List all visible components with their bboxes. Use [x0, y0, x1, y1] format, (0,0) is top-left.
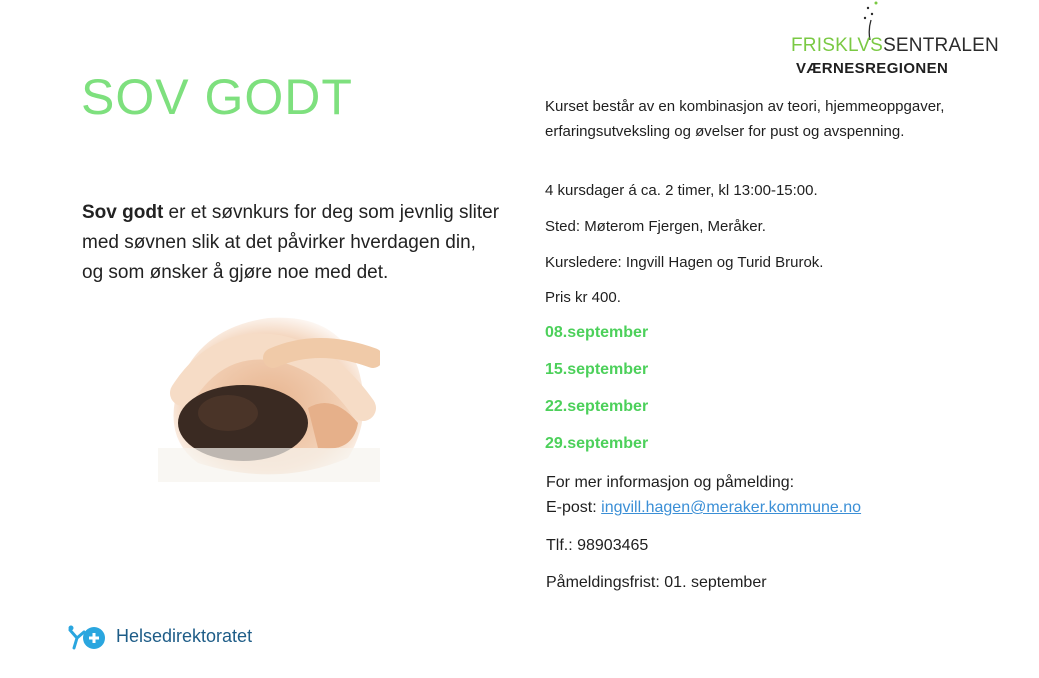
course-date: 29.september — [545, 435, 649, 452]
registration-deadline: Påmeldingsfrist: 01. september — [546, 574, 767, 591]
intro-paragraph — [82, 198, 502, 288]
footer-org-name: Helsedirektoratet — [116, 626, 253, 646]
logo-part-friskl: FRISKL — [791, 35, 858, 56]
logo-part-vs: VS — [857, 35, 884, 56]
intro-bold: Sov godt — [82, 202, 164, 223]
course-location: Sted: Møterom Fjergen, Meråker. — [545, 218, 766, 235]
course-schedule: 4 kursdager á ca. 2 timer, kl 13:00-15:00. — [545, 182, 818, 199]
helsedirektoratet-logo-icon — [68, 624, 108, 652]
logo-region: VÆRNESREGIONEN — [796, 60, 949, 77]
logo-wordmark — [791, 35, 999, 57]
course-description: Kurset består av en kombinasjon av teori, hjemmeoppgaver, erfaringsutveksling og øvelser for pust og avspenning. — [545, 98, 945, 140]
sleeping-person-photo — [158, 298, 380, 482]
email-label: E-post: — [546, 499, 602, 516]
email-link[interactable]: ingvill.hagen@meraker.kommune.no — [601, 499, 862, 516]
course-leaders: Kursledere: Ingvill Hagen og Turid Brurok. — [545, 254, 824, 271]
page-title: SOV GODT — [81, 69, 353, 125]
contact-email-row — [546, 499, 861, 517]
contact-heading: For mer informasjon og påmelding: — [546, 474, 795, 491]
intro-text: er et søvnkurs for deg som jevnlig sliter med søvnen slik at det påvirker hverdagen din, og som ønsker å gjøre noe med det. — [82, 202, 500, 283]
logo-sprig-icon — [848, 0, 888, 40]
logo-part-sentralen: SENTRALEN — [883, 35, 999, 56]
course-price: Pris kr 400. — [545, 289, 621, 306]
course-date: 22.september — [545, 398, 649, 415]
course-date: 15.september — [545, 361, 649, 378]
contact-phone: Tlf.: 98903465 — [546, 537, 649, 554]
course-date: 08.september — [545, 324, 649, 341]
